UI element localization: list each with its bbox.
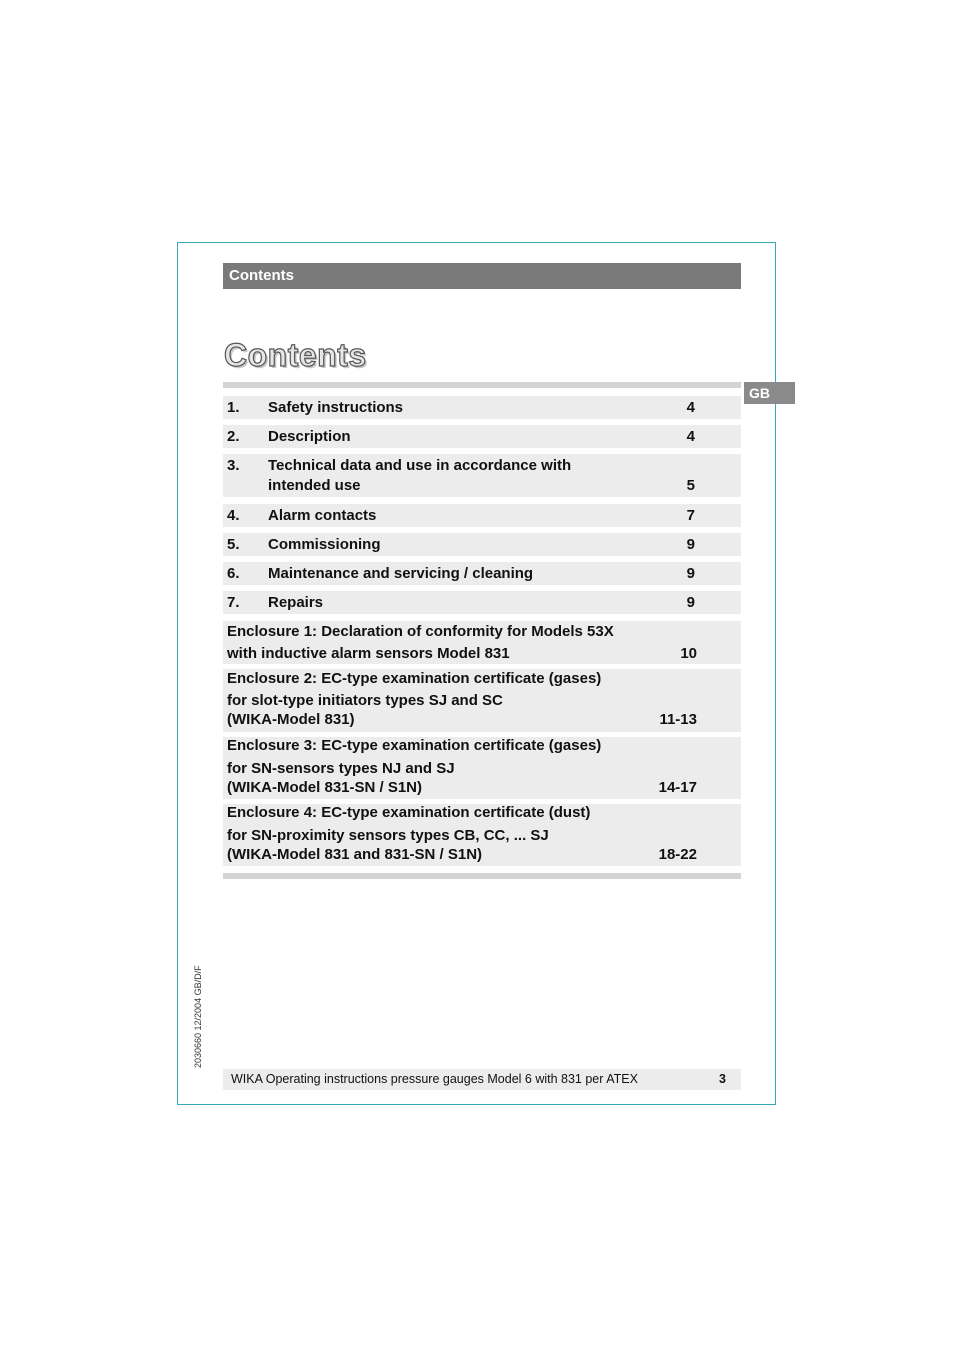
enclosure-line: for slot-type initiators types SJ and SC [227,692,503,709]
enclosure-line: for SN-proximity sensors types CB, CC, ... SJ [227,827,549,844]
toc-title: Repairs [268,594,324,611]
enclosure-line: Enclosure 1: Declaration of conformity for Models 53X [227,623,614,640]
toc-page: 4 [686,399,695,416]
toc-title: Commissioning [268,536,381,553]
footer-text: WIKA Operating instructions pressure gauges Model 6 with 831 per ATEX [231,1072,638,1086]
enclosure-page: 14-17 [658,779,697,796]
toc-num: 5. [227,536,240,553]
divider-top [223,382,741,388]
toc-page: 9 [686,565,695,582]
toc-page: 5 [686,477,695,494]
toc-row-2[interactable] [223,425,741,448]
enclosure-line: Enclosure 3: EC-type examination certificate (gases) [227,737,602,754]
toc-title: Alarm contacts [268,507,377,524]
page-number: 3 [719,1072,726,1086]
toc-title-line1: Technical data and use in accordance with [268,457,572,474]
toc-num: 7. [227,594,240,611]
toc-title: Description [268,428,351,445]
divider-bottom [223,873,741,879]
enclosure-row-1[interactable] [223,621,741,664]
enclosure-page: 10 [680,645,697,662]
toc-title-line2: intended use [268,477,361,494]
toc-title: Safety instructions [268,399,404,416]
enclosure-page: 11-13 [659,711,697,728]
enclosure-row-4[interactable] [223,804,741,866]
enclosure-row-3[interactable] [223,737,741,799]
document-code: 2030660 12/2004 GB/D/F [193,965,203,1068]
toc-page: 4 [686,428,695,445]
toc-num: 2. [227,428,240,445]
toc-row-3[interactable] [223,454,741,497]
enclosure-line: Enclosure 2: EC-type examination certificate (gases) [227,670,602,687]
toc-page: 9 [686,594,695,611]
toc-row-5[interactable] [223,533,741,556]
enclosure-line: with inductive alarm sensors Model 831 [227,645,510,662]
toc-num: 6. [227,565,240,582]
toc-num: 3. [227,457,240,474]
language-tab: GB [744,382,795,404]
toc-row-7[interactable] [223,591,741,614]
toc-page: 9 [686,536,695,553]
toc-row-1[interactable] [223,396,741,419]
enclosure-page: 18-22 [658,846,697,863]
enclosure-row-2[interactable] [223,669,741,732]
toc-row-4[interactable] [223,504,741,527]
enclosure-line: (WIKA-Model 831-SN / S1N) [227,779,423,796]
footer-bar [223,1069,741,1090]
toc-num: 4. [227,507,240,524]
enclosure-line: for SN-sensors types NJ and SJ [227,760,455,777]
enclosure-line: (WIKA-Model 831) [227,711,355,728]
toc-page: 7 [686,507,695,524]
toc-num: 1. [227,399,240,416]
page-title: Contents [224,337,367,373]
section-header: Contents [223,263,741,289]
enclosure-line: (WIKA-Model 831 and 831-SN / S1N) [227,846,483,863]
enclosure-line: Enclosure 4: EC-type examination certificate (dust) [227,804,591,821]
toc-row-6[interactable] [223,562,741,585]
toc-title: Maintenance and servicing / cleaning [268,565,534,582]
